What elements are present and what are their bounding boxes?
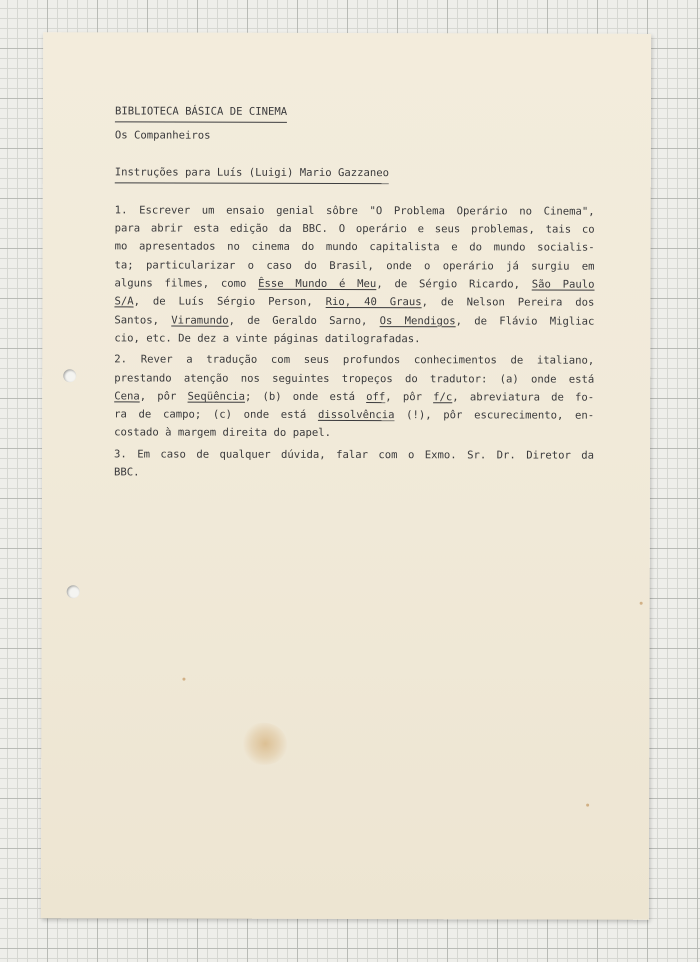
film-title: São Paulo [531,278,595,291]
speck [586,804,589,807]
text-line: Cena, pôr Seqüência; (b) onde está off, pôr f/c, abreviatura de fo- [114,390,595,404]
text-line: 2. Rever a tradução com seus profundos conhecimentos de italiano, [114,353,595,367]
paragraph-3 [114,445,594,483]
film-title: S/A [114,295,134,308]
film-title: Os Mendigos [379,314,456,327]
typewritten-sheet [41,32,651,920]
text-line: Santos, Viramundo, de Geraldo Sarno, Os Mendigos, de Flávio Migliac [114,314,595,328]
text-line: cio, etc. De dez a vinte páginas datilografadas. [114,332,421,346]
paragraph-1 [114,201,594,349]
text-line: prestando atenção nos seguintes tropeços do tradutor: (a) onde está [114,371,595,386]
text-line: alguns filmes, como Êsse Mundo é Meu, de Sérgio Ricardo, São Paulo [114,277,595,291]
paragraph-2 [114,351,594,444]
text-line: 1. Escrever um ensaio genial sôbre "O Problema Operário no Cinema", [114,204,595,218]
text-line: mo apresentados no cinema do mundo capitalista e do mundo socialis- [114,240,595,255]
speck [640,602,643,605]
film-title: Viramundo [171,314,229,327]
text-line: ta; particularizar o caso do Brasil, onde o operário já surgiu em [114,259,595,273]
text-line: S/A, de Luís Sérgio Person, Rio, 40 Graus, de Nelson Pereira dos [114,295,595,310]
text-line: 3. Em caso de qualquer dúvida, falar com o Exmo. Sr. Dr. Diretor da [114,448,595,462]
term: dissolvência [317,409,395,422]
film-title: Êsse Mundo é Meu [258,277,377,291]
punch-hole-top [63,369,76,382]
document-heading: Instruções para Luís (Luigi) Mario Gazzaneo [115,163,595,185]
speck [182,678,185,681]
text-line: costado à margem direita do papel. [114,426,331,440]
text-line: BBC. [113,466,140,479]
text-line: para abrir esta edição da BBC. O operário e seus problemas, tais co [114,222,595,236]
term: Cena [114,390,140,403]
term: off [366,390,386,403]
term: f/c [433,391,453,404]
document-subtitle: Os Companheiros [114,129,211,142]
punch-hole-bottom [67,585,80,598]
stain-mark [243,723,287,765]
text-line: ra de campo; (c) onde está dissolvência (!), pôr escurecimento, en- [114,408,595,422]
term: Seqüência [187,390,245,403]
film-title: Rio, 40 Graus [325,296,422,309]
document-body [114,102,595,486]
document-title: BIBLIOTECA BÁSICA DE CINEMA [115,102,595,124]
